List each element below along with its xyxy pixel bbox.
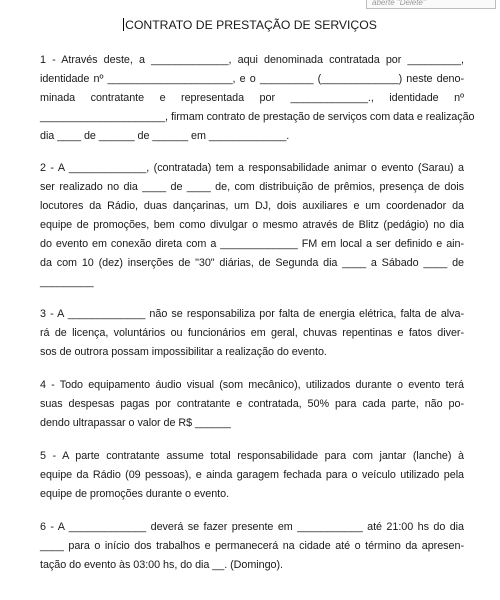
clause-6-line: tação do evento às 03:00 hs, do dia __. (Domingo).	[40, 559, 283, 571]
document-title: CONTRATO DE PRESTAÇÃO DE SERVIÇOS	[125, 18, 377, 32]
clause-2-line: do evento em conexão direta com a _____________ FM em local a ser definido e ain-	[40, 238, 464, 250]
clause-2-line: da com 10 (dez) inserções de "30" diárias, de Segunda dia ____ a Sábado ____ de	[40, 257, 464, 269]
clause-2-line: _________	[40, 276, 94, 288]
clause-4-line: 4 - Todo equipamento áudio visual (som mecânico), utilizados durante o evento terá	[40, 379, 464, 391]
clause-5-line: equipe da Rádio (09 pessoas), e ainda garagem fechada para o veículo utilizado pela	[40, 469, 464, 481]
clause-3-line: 3 - A _____________ não se responsabiliza por falta de energia elétrica, falta de alva-	[40, 308, 464, 320]
clause-4-line: suas despesas pagas por contratante e contratada, 50% para cada parte, não po-	[40, 398, 464, 410]
clause-4-line: dendo ultrapassar o valor de R$ ______	[40, 417, 231, 429]
clause-2-line: locutores da Rádio, duas dançarinas, um DJ, dois auxiliares e um coordenador da	[40, 200, 464, 212]
clause-5-line: 5 - A parte contratante assume total responsabilidade para com jantar (lanche) à	[40, 450, 464, 462]
comment-balloon[interactable]: aberte "Delete"	[366, 0, 496, 9]
clause-1-line: minada contratante e representada por _____________., identidade nº	[40, 92, 464, 104]
clause-3-line: rá de licença, voluntários ou funcionários em geral, chuvas repentinas e fatos diver-	[40, 327, 464, 339]
clause-2-line: 2 - A _____________, (contratada) tem a responsabilidade animar o evento (Sarau) a	[40, 162, 464, 174]
clause-1-line: _____________________, firmam contrato de prestação de serviços com data e realização	[40, 111, 475, 123]
clause-6-line: ____ para o início dos trabalhos e permanecerá na cidade até o término da apresen-	[40, 540, 464, 552]
text-cursor	[123, 18, 124, 31]
clause-5-line: equipe de promoções durante o evento.	[40, 488, 230, 500]
clause-1-line: 1 - Através deste, a _____________, aqui denominada contratada por _________,	[40, 54, 464, 66]
document-title-row	[0, 17, 500, 33]
clause-1-line: dia ____ de ______ de ______ em _____________.	[40, 130, 290, 142]
clause-3-line: sos de outrora possam impossibilitar a realização do evento.	[40, 346, 327, 358]
clause-1-line: identidade nº _____________________, e o _________ (_____________) neste deno-	[40, 73, 464, 85]
clause-2-line: equipe de promoções, bem como divulgar o mesmo através de Blitz (pedágio) no dia	[40, 219, 464, 231]
clause-2-line: ser realizado no dia ____ de ____ de, com distribuição de prêmios, presença de dois	[40, 181, 464, 193]
clause-6-line: 6 - A _____________ deverá se fazer presente em ___________ até 21:00 hs do dia	[40, 521, 464, 533]
